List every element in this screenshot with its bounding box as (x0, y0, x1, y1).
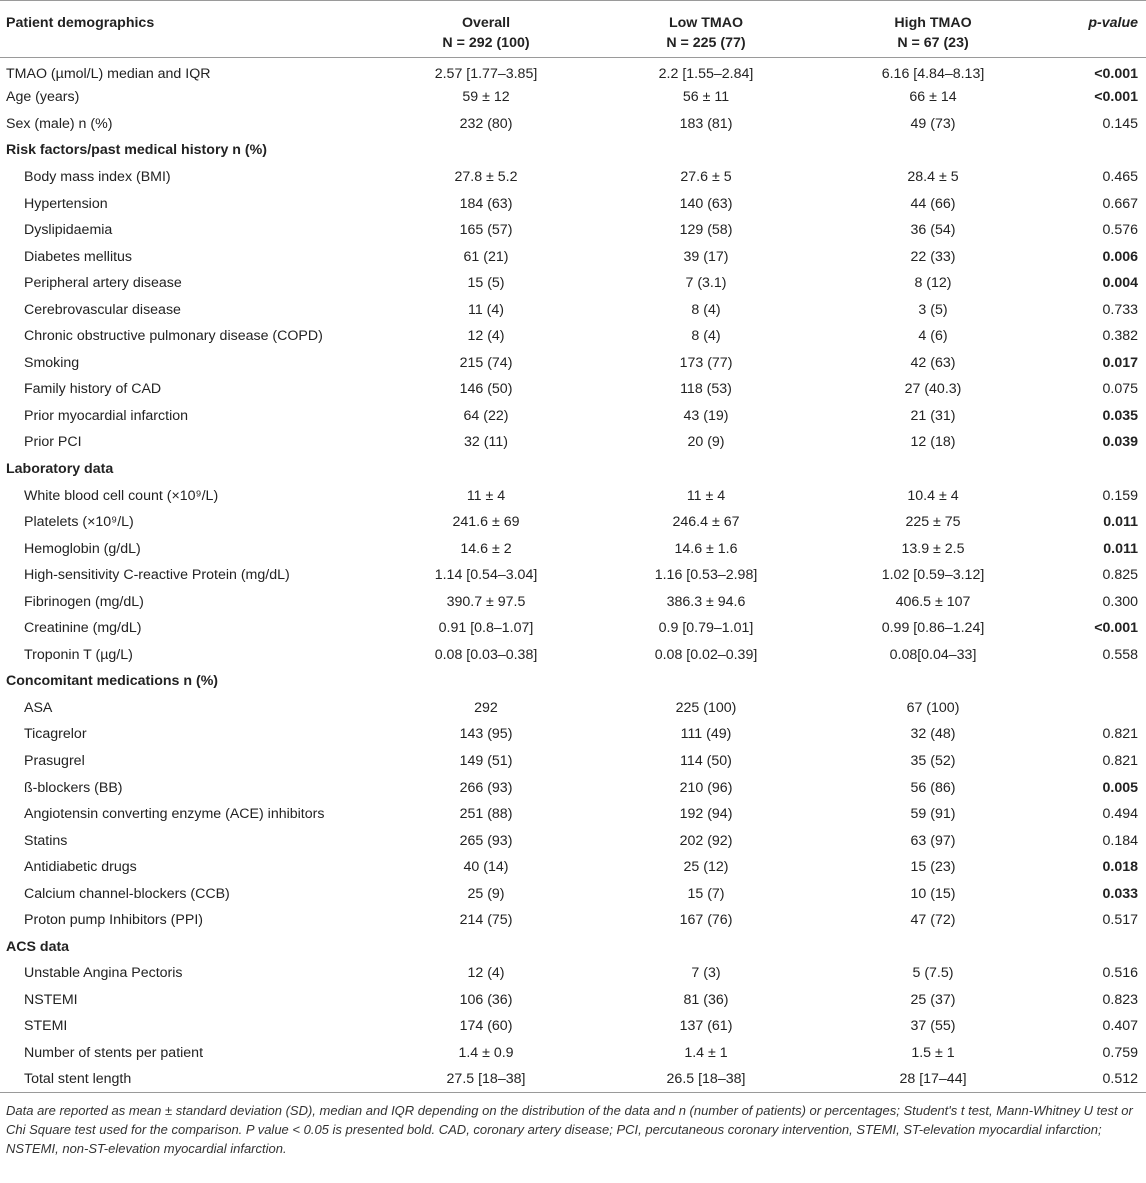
cell-low-tmao: 173 (77) (679, 354, 733, 371)
cell-p-value: 0.018 (1102, 859, 1138, 876)
cell-low-tmao: 0.08 [0.02–0.39] (654, 646, 758, 663)
table-row (0, 84, 1146, 111)
cell-low-tmao: 27.6 ± 5 (680, 168, 732, 185)
cell-p-value: 0.011 (1103, 514, 1138, 531)
cell-overall: 292 (474, 699, 498, 716)
cell-low-tmao: 114 (50) (680, 752, 732, 769)
cell-overall: 174 (60) (459, 1018, 513, 1035)
row-label: ß-blockers (BB) (24, 779, 123, 796)
cell-low-tmao: 8 (4) (691, 328, 721, 345)
cell-p-value: 0.821 (1102, 752, 1138, 769)
row-label: Hypertension (24, 195, 108, 212)
cell-high-tmao: 47 (72) (910, 912, 956, 929)
table-row (0, 854, 1146, 881)
cell-p-value: 0.494 (1102, 806, 1138, 823)
cell-low-tmao: 25 (12) (683, 859, 729, 876)
cell-overall: 149 (51) (459, 752, 513, 769)
table-row (0, 1013, 1146, 1040)
table-row (0, 748, 1146, 775)
cell-high-tmao: 44 (66) (910, 195, 956, 212)
cell-low-tmao: 140 (63) (679, 195, 733, 212)
cell-high-tmao: 21 (31) (910, 407, 956, 424)
table-footnote: Data are reported as mean ± standard deviation (SD), median and IQR depending on the distribution of the data and n (number of patients) or percentages; Student's t test, Mann-Whitney U test or Chi Square test used for the comparison. P value < 0.05 is presented bold. CAD, coronary artery disease; PCI, percutaneous coronary intervention, STEMI, ST-elevation myocardial infarction; NSTEMI, non-ST-elevation myocardial infarction. (6, 1103, 1133, 1157)
header-overall (380, 1, 592, 58)
cell-p-value: <0.001 (1094, 66, 1138, 83)
cell-p-value: 0.821 (1102, 726, 1138, 743)
table-row (0, 323, 1146, 350)
cell-high-tmao: 1.02 [0.59–3.12] (881, 567, 985, 584)
header-overall-title: Overall (461, 15, 511, 31)
cell-high-tmao: 67 (100) (906, 699, 960, 716)
cell-p-value: 0.576 (1102, 222, 1138, 239)
table-row (0, 509, 1146, 536)
table-row (0, 1066, 1146, 1093)
row-label: Prior myocardial infarction (24, 407, 189, 424)
section-header-row (0, 934, 1146, 961)
cell-p-value: 0.035 (1102, 407, 1138, 424)
table-body (0, 58, 1146, 1093)
header-low-tmao-n: N = 225 (77) (666, 35, 746, 51)
cell-overall: 165 (57) (459, 222, 513, 239)
section-title: Concomitant medications n (%) (6, 673, 219, 690)
cell-low-tmao: 137 (61) (679, 1018, 733, 1035)
cell-overall: 251 (88) (459, 806, 513, 823)
table-row (0, 350, 1146, 377)
row-label: Hemoglobin (g/dL) (24, 540, 141, 557)
cell-overall: 15 (5) (467, 275, 505, 292)
cell-overall: 0.08 [0.03–0.38] (434, 646, 538, 663)
cell-overall: 27.5 [18–38] (380, 1066, 592, 1093)
cell-high-tmao: 37 (55) (910, 1018, 956, 1035)
cell-high-tmao: 25 (37) (910, 991, 956, 1008)
table-row (0, 960, 1146, 987)
cell-high-tmao: 22 (33) (910, 248, 956, 265)
row-label: Platelets (×10⁹/L) (24, 514, 134, 531)
row-label: Ticagrelor (24, 726, 87, 743)
cell-p-value: 0.465 (1102, 168, 1138, 185)
cell-p-value: <0.001 (1094, 89, 1138, 106)
table-row (0, 987, 1146, 1014)
cell-high-tmao: 5 (7.5) (912, 965, 954, 982)
cell-p-value: 0.017 (1102, 354, 1138, 371)
row-label: Prasugrel (24, 752, 85, 769)
cell-high-tmao: 13.9 ± 2.5 (901, 540, 965, 557)
cell-p-value: 0.184 (1102, 832, 1138, 849)
table-row (0, 907, 1146, 934)
cell-p-value: 0.517 (1102, 912, 1138, 929)
cell-low-tmao: 7 (3) (691, 965, 721, 982)
cell-p-value: 0.823 (1102, 991, 1138, 1008)
cell-p-value: 0.759 (1102, 1045, 1138, 1061)
table-row (0, 111, 1146, 138)
row-label: Chronic obstructive pulmonary disease (COPD) (24, 328, 323, 345)
cell-p-value: 0.039 (1102, 434, 1138, 451)
header-high-tmao-n: N = 67 (23) (897, 35, 969, 51)
header-overall-n: N = 292 (100) (442, 35, 530, 51)
row-label: Family history of CAD (24, 381, 162, 398)
cell-overall: 14.6 ± 2 (460, 540, 512, 557)
cell-overall: 1.4 ± 0.9 (458, 1045, 514, 1061)
cell-low-tmao: 20 (9) (687, 434, 725, 451)
cell-overall: 146 (50) (459, 381, 513, 398)
cell-overall: 61 (21) (463, 248, 509, 265)
cell-p-value: 0.407 (1102, 1018, 1138, 1035)
row-label: Sex (male) n (%) (6, 115, 113, 132)
row-label: Number of stents per patient (24, 1045, 204, 1061)
cell-low-tmao: 1.4 ± 1 (684, 1045, 728, 1061)
row-label: Fibrinogen (mg/dL) (24, 593, 144, 610)
table-row (0, 58, 1146, 85)
cell-overall: 106 (36) (459, 991, 513, 1008)
cell-low-tmao: 15 (7) (687, 885, 725, 902)
cell-p-value: 0.006 (1102, 248, 1138, 265)
cell-overall: 143 (95) (459, 726, 513, 743)
header-p-value: p-value (1088, 15, 1138, 31)
cell-overall: 25 (9) (467, 885, 505, 902)
cell-low-tmao: 43 (19) (683, 407, 729, 424)
table-row (0, 535, 1146, 562)
row-label: Statins (24, 832, 68, 849)
cell-p-value: 0.004 (1102, 275, 1138, 292)
cell-overall: 390.7 ± 97.5 (446, 593, 526, 610)
section-title: Laboratory data (6, 460, 114, 477)
cell-high-tmao: 59 (91) (910, 806, 956, 823)
cell-overall: 0.91 [0.8–1.07] (438, 620, 534, 637)
row-label: TMAO (µmol/L) median and IQR (6, 66, 211, 83)
cell-low-tmao: 39 (17) (683, 248, 729, 265)
cell-p-value: 0.145 (1102, 115, 1138, 132)
row-label: Peripheral artery disease (24, 275, 182, 292)
row-label: Dyslipidaemia (24, 222, 113, 239)
cell-low-tmao: 8 (4) (691, 301, 721, 318)
cell-p-value: 0.516 (1102, 965, 1138, 982)
row-label: Angiotensin converting enzyme (ACE) inhibitors (24, 806, 325, 823)
row-label: STEMI (24, 1018, 68, 1035)
cell-high-tmao: 32 (48) (910, 726, 956, 743)
table-header-row (0, 1, 1146, 58)
row-label: High-sensitivity C-reactive Protein (mg/dL) (24, 567, 290, 584)
cell-high-tmao: 0.08[0.04–33] (889, 646, 977, 663)
cell-high-tmao: 406.5 ± 107 (895, 593, 971, 610)
cell-low-tmao: 210 (96) (679, 779, 733, 796)
cell-p-value: 0.733 (1102, 301, 1138, 318)
cell-high-tmao: 49 (73) (910, 115, 956, 132)
header-patient-demographics: Patient demographics (6, 15, 155, 31)
cell-high-tmao: 4 (6) (918, 328, 948, 345)
cell-overall: 265 (93) (459, 832, 513, 849)
cell-overall: 214 (75) (459, 912, 513, 929)
table-row (0, 243, 1146, 270)
cell-p-value: 0.005 (1102, 779, 1138, 796)
cell-low-tmao: 225 (100) (675, 699, 737, 716)
cell-overall: 12 (4) (467, 965, 505, 982)
header-high-tmao-title: High TMAO (894, 15, 972, 31)
cell-low-tmao: 14.6 ± 1.6 (674, 540, 738, 557)
cell-overall: 1.14 [0.54–3.04] (434, 567, 538, 584)
cell-high-tmao: 12 (18) (910, 434, 956, 451)
cell-low-tmao: 1.16 [0.53–2.98] (654, 567, 758, 584)
cell-low-tmao: 386.3 ± 94.6 (666, 593, 746, 610)
table-row (0, 801, 1146, 828)
cell-low-tmao: 56 ± 11 (682, 89, 730, 106)
row-label: Creatinine (mg/dL) (24, 620, 142, 637)
cell-overall: 232 (80) (459, 115, 513, 132)
row-label: Antidiabetic drugs (24, 859, 137, 876)
cell-high-tmao: 8 (12) (914, 275, 952, 292)
cell-low-tmao: 81 (36) (683, 991, 729, 1008)
row-label: ASA (24, 699, 53, 716)
cell-overall: 215 (74) (459, 354, 513, 371)
cell-p-value: 0.300 (1102, 593, 1138, 610)
cell-low-tmao: 246.4 ± 67 (672, 514, 740, 531)
cell-p-value: 0.011 (1103, 540, 1138, 557)
cell-high-tmao: 28.4 ± 5 (907, 168, 959, 185)
section-title: Risk factors/past medical history n (%) (6, 142, 267, 159)
cell-overall: 32 (11) (464, 434, 508, 451)
header-high-tmao (820, 1, 1046, 58)
cell-high-tmao: 10 (15) (910, 885, 956, 902)
cell-overall: 27.8 ± 5.2 (454, 168, 518, 185)
cell-high-tmao: 63 (97) (910, 832, 956, 849)
cell-overall: 11 (4) (467, 301, 504, 318)
section-header-row (0, 137, 1146, 164)
cell-low-tmao: 11 ± 4 (686, 487, 726, 504)
cell-low-tmao: 192 (94) (679, 806, 733, 823)
table-row (0, 695, 1146, 722)
row-label: Troponin T (µg/L) (24, 646, 133, 663)
cell-high-tmao: 36 (54) (910, 222, 956, 239)
cell-high-tmao: 27 (40.3) (904, 381, 962, 398)
row-label: Smoking (24, 354, 80, 371)
table-row (0, 588, 1146, 615)
header-low-tmao-title: Low TMAO (668, 15, 744, 31)
table-row (0, 429, 1146, 456)
cell-overall: 40 (14) (463, 859, 509, 876)
table-row (0, 827, 1146, 854)
table-row (0, 376, 1146, 403)
cell-high-tmao: 0.99 [0.86–1.24] (881, 620, 985, 637)
table-row (0, 164, 1146, 191)
row-label: Total stent length (0, 1066, 380, 1093)
cell-p-value: <0.001 (1094, 620, 1138, 637)
row-label: Diabetes mellitus (24, 248, 133, 265)
table-row (0, 482, 1146, 509)
cell-p-value (1046, 695, 1146, 722)
table-row (0, 1040, 1146, 1067)
cell-overall: 12 (4) (467, 328, 505, 345)
cell-low-tmao: 167 (76) (679, 912, 733, 929)
row-label: Calcium channel-blockers (CCB) (24, 885, 230, 902)
cell-high-tmao: 10.4 ± 4 (907, 487, 959, 504)
cell-overall: 2.57 [1.77–3.85] (434, 66, 538, 83)
cell-low-tmao: 7 (3.1) (685, 275, 727, 292)
cell-low-tmao: 118 (53) (680, 381, 732, 398)
table-row (0, 615, 1146, 642)
cell-low-tmao: 111 (49) (680, 726, 732, 743)
row-label: NSTEMI (24, 991, 78, 1008)
cell-high-tmao: 6.16 [4.84–8.13] (881, 66, 985, 83)
cell-p-value: 0.033 (1102, 885, 1138, 902)
table-row (0, 190, 1146, 217)
cell-low-tmao: 2.2 [1.55–2.84] (658, 66, 754, 83)
cell-overall: 59 ± 12 (462, 89, 510, 106)
cell-p-value: 0.075 (1102, 381, 1138, 398)
row-label: Cerebrovascular disease (24, 301, 181, 318)
row-label: White blood cell count (×10⁹/L) (24, 487, 219, 504)
cell-low-tmao: 183 (81) (679, 115, 733, 132)
cell-low-tmao: 0.9 [0.79–1.01] (658, 620, 754, 637)
table-row (0, 880, 1146, 907)
cell-overall: 266 (93) (459, 779, 513, 796)
row-label: Age (years) (6, 89, 80, 106)
cell-p-value: 0.825 (1102, 567, 1138, 584)
cell-overall: 241.6 ± 69 (452, 514, 520, 531)
table-row (0, 403, 1146, 430)
header-low-tmao (592, 1, 820, 58)
table-row (0, 774, 1146, 801)
table-row (0, 296, 1146, 323)
cell-high-tmao: 42 (63) (910, 354, 956, 371)
cell-high-tmao: 1.5 ± 1 (911, 1045, 955, 1061)
table-row (0, 721, 1146, 748)
cell-high-tmao: 56 (86) (910, 779, 956, 796)
row-label: Unstable Angina Pectoris (24, 965, 183, 982)
cell-p-value: 0.159 (1102, 487, 1138, 504)
cell-high-tmao: 66 ± 14 (909, 89, 957, 106)
cell-low-tmao: 26.5 [18–38] (592, 1066, 820, 1093)
cell-p-value: 0.382 (1102, 328, 1138, 345)
cell-p-value: 0.667 (1102, 195, 1138, 212)
cell-high-tmao: 35 (52) (910, 752, 956, 769)
cell-overall: 184 (63) (459, 195, 513, 212)
cell-low-tmao: 129 (58) (679, 222, 733, 239)
cell-high-tmao: 15 (23) (910, 859, 956, 876)
table-row (0, 642, 1146, 669)
section-header-row (0, 456, 1146, 483)
section-title: ACS data (6, 938, 70, 955)
cell-high-tmao: 225 ± 75 (905, 514, 961, 531)
row-label: Prior PCI (24, 434, 82, 451)
section-header-row (0, 668, 1146, 695)
table-row (0, 217, 1146, 244)
cell-overall: 11 ± 4 (466, 487, 506, 504)
cell-p-value: 0.558 (1102, 646, 1138, 663)
cell-low-tmao: 202 (92) (679, 832, 733, 849)
table-row (0, 562, 1146, 589)
cell-overall: 64 (22) (463, 407, 509, 424)
row-label: Proton pump Inhibitors (PPI) (24, 912, 203, 929)
cell-p-value: 0.512 (1046, 1066, 1146, 1093)
row-label: Body mass index (BMI) (24, 168, 171, 185)
cell-high-tmao: 3 (5) (918, 301, 948, 318)
cell-high-tmao: 28 [17–44] (820, 1066, 1046, 1093)
table-row (0, 270, 1146, 297)
